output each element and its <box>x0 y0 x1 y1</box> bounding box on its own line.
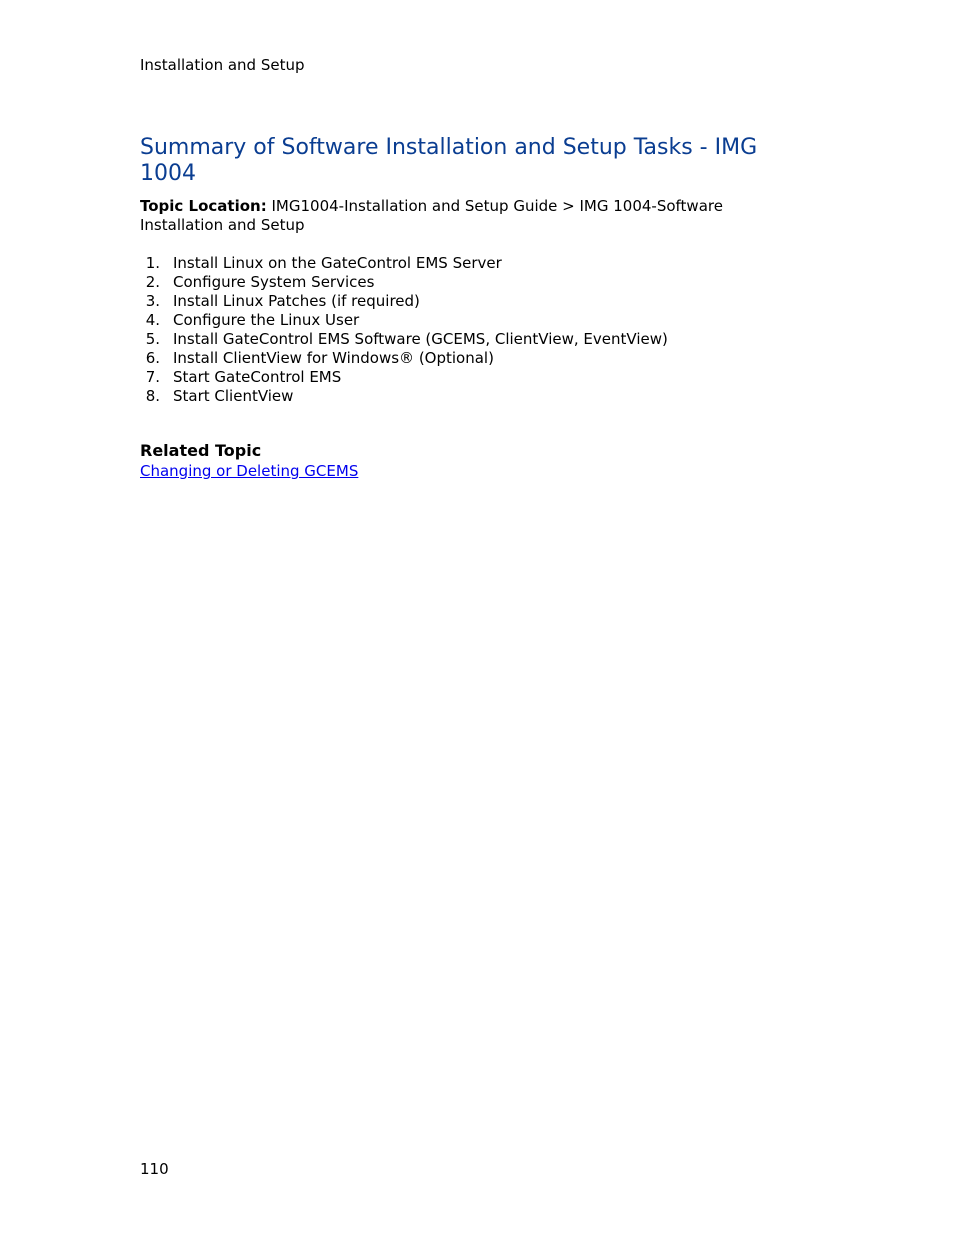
task-text: Install ClientView for Windows® (Optional) <box>173 349 494 367</box>
task-number: 2. <box>145 273 160 291</box>
page-number: 110 <box>140 1160 169 1178</box>
task-list-item <box>140 273 668 292</box>
task-list-item <box>140 292 668 311</box>
task-number: 5. <box>145 330 160 348</box>
page-title: Summary of Software Installation and Setup Tasks - IMG 1004 <box>140 135 758 186</box>
task-number: 7. <box>145 368 160 386</box>
task-list-item <box>140 311 668 330</box>
task-number: 8. <box>145 387 160 405</box>
task-number: 4. <box>145 311 160 329</box>
related-topic-heading: Related Topic <box>140 441 262 460</box>
task-list-item <box>140 349 668 368</box>
task-list <box>140 254 668 406</box>
task-text: Configure System Services <box>173 273 375 291</box>
running-header: Installation and Setup <box>140 56 305 74</box>
task-text: Install GateControl EMS Software (GCEMS, ClientView, EventView) <box>173 330 668 348</box>
task-list-item <box>140 330 668 349</box>
task-text: Install Linux Patches (if required) <box>173 292 420 310</box>
task-number: 3. <box>145 292 160 310</box>
topic-location-path: IMG1004-Installation and Setup Guide > IMG 1004-Software Installation and Setup <box>140 197 723 234</box>
topic-location-label: Topic Location: <box>140 197 267 215</box>
task-text: Install Linux on the GateControl EMS Server <box>173 254 502 272</box>
task-list-item <box>140 368 668 387</box>
task-text: Configure the Linux User <box>173 311 360 329</box>
task-text: Start GateControl EMS <box>173 368 342 386</box>
task-list-item <box>140 387 668 406</box>
task-list-item <box>140 254 668 273</box>
topic-location <box>140 197 790 235</box>
task-number: 1. <box>145 254 160 272</box>
task-number: 6. <box>145 349 160 367</box>
related-topic-link[interactable]: Changing or Deleting GCEMS <box>140 462 359 480</box>
task-text: Start ClientView <box>173 387 294 405</box>
